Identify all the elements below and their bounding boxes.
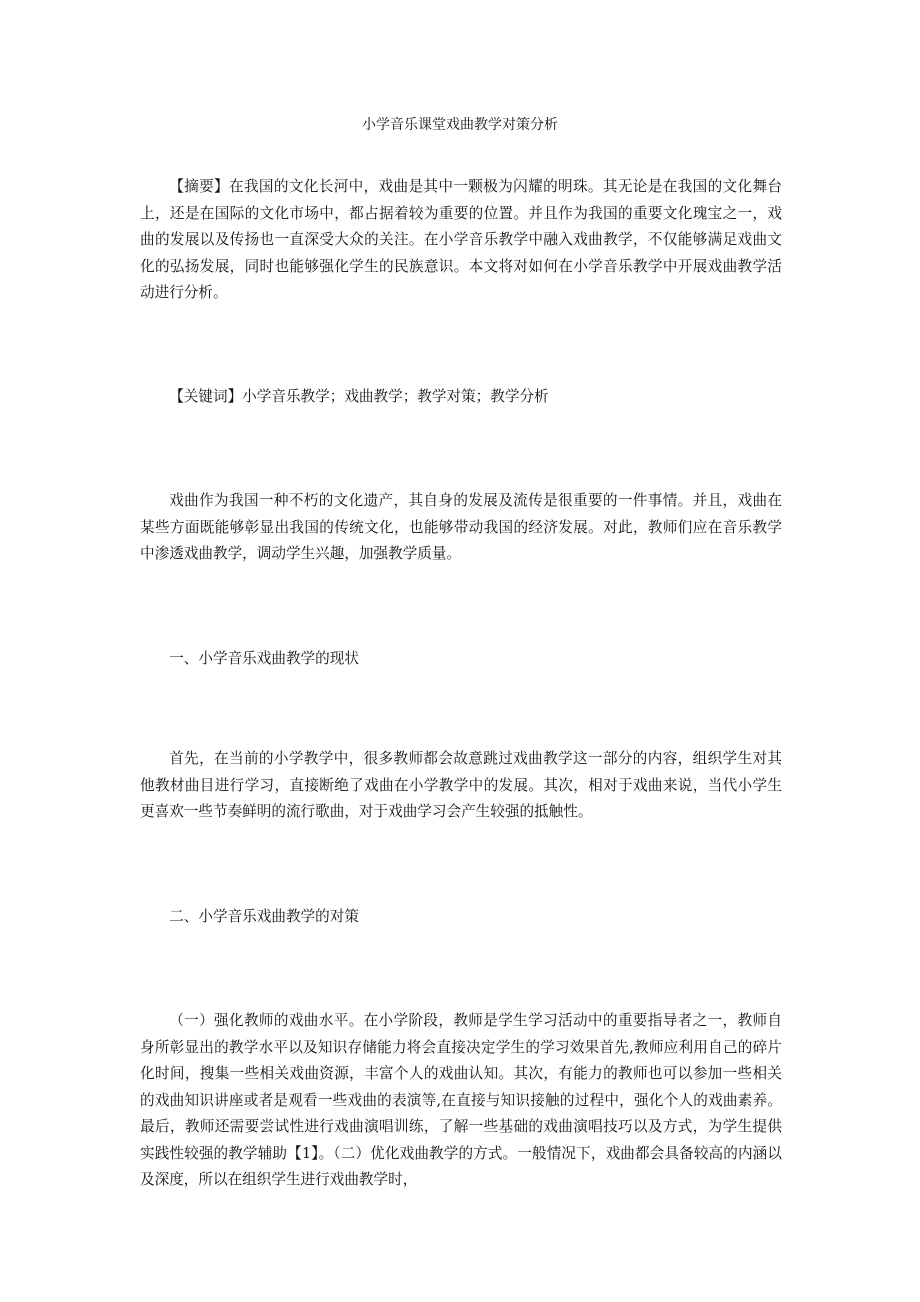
section-heading-strategy: 二、小学音乐戏曲教学的对策: [169, 908, 359, 925]
keywords-paragraph: 【关键词】小学音乐教学；戏曲教学；教学对策；教学分析: [169, 388, 549, 405]
section-heading-status: 一、小学音乐戏曲教学的现状: [169, 650, 359, 667]
section-status-paragraph: 首先，在当前的小学教学中，很多教师都会故意跳过戏曲教学这一部分的内容，组织学生对其他教材曲目进行学习，直接断绝了戏曲在小学教学中的发展。其次，相对于戏曲来说，当代小学生更喜欢一些节奏鲜明的流行歌曲，对于戏曲学习会产生较强的抵触性。: [140, 750, 782, 820]
section-strategy-paragraph: （一）强化教师的戏曲水平。在小学阶段，教师是学生学习活动中的重要指导者之一，教师自身所彰显出的教学水平以及知识存储能力将会直接决定学生的学习效果首先,教师应利用自己的碎片化时间，搜集一些相关戏曲资源，丰富个人的戏曲认知。其次，有能力的教师也可以参加一些相关的戏曲知识讲座或者是观看一些戏曲的表演等,在直接与知识接触的过程中，强化个人的戏曲素养。最后，教师还需要尝试性进行戏曲演唱训练，了解一些基础的戏曲演唱技巧以及方式，为学生提供实践性较强的教学辅助【1】。（二）优化戏曲教学的方式。一般情况下，戏曲都会具备较高的内涵以及深度，所以在组织学生进行戏曲教学时，: [140, 1012, 782, 1188]
document-title: 小学音乐课堂戏曲教学对策分析: [362, 117, 558, 133]
abstract-paragraph: 【摘要】在我国的文化长河中，戏曲是其中一颗极为闪耀的明珠。其无论是在我国的文化舞台上，还是在国际的文化市场中，都占据着较为重要的位置。并且作为我国的重要文化瑰宝之一，戏曲的发展以及传扬也一直深受大众的关注。在小学音乐教学中融入戏曲教学，不仅能够满足戏曲文化的弘扬发展，同时也能够强化学生的民族意识。本文将对如何在小学音乐教学中开展戏曲教学活动进行分析。: [140, 178, 782, 301]
intro-paragraph: 戏曲作为我国一种不朽的文化遗产，其自身的发展及流传是很重要的一件事情。并且，戏曲在某些方面既能够彰显出我国的传统文化，也能够带动我国的经济发展。对此，教师们应在音乐教学中渗透戏曲教学，调动学生兴趣，加强教学质量。: [140, 492, 782, 562]
